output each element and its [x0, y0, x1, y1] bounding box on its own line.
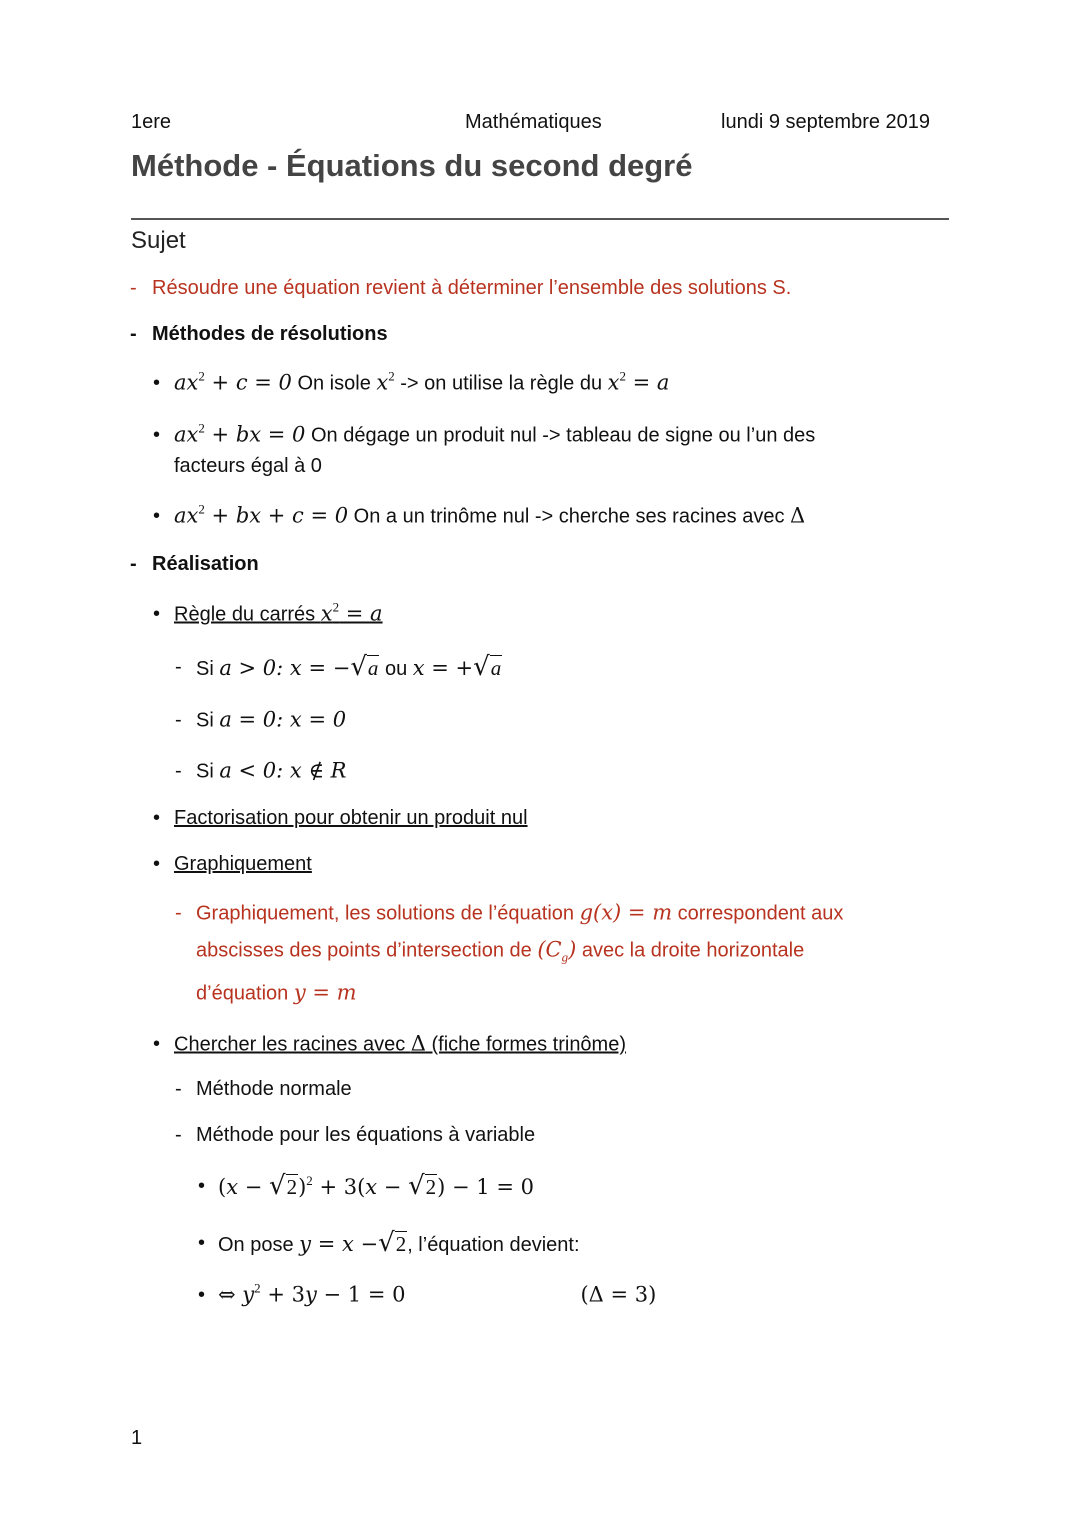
sqrt-icon: √: [378, 1228, 395, 1258]
text-segment: facteurs égal à 0: [174, 455, 322, 477]
math-segment: −: [238, 1175, 269, 1199]
text-segment: (fiche formes trinôme): [425, 1033, 627, 1056]
math-segment: x: [320, 601, 333, 626]
bullet-icon: •: [198, 1175, 206, 1197]
text-line: [152, 278, 791, 298]
text-segment: correspondent aux: [672, 902, 844, 925]
math-subscript: g: [561, 949, 569, 965]
text-line: [196, 758, 347, 783]
text-line: [174, 456, 322, 476]
radicand: a: [490, 656, 502, 680]
math-segment: a = 0: x = 0: [219, 707, 347, 732]
math-segment: ): [568, 937, 577, 962]
dash-icon: -: [175, 709, 182, 731]
text-segment: Factorisation pour obtenir un produit nul: [174, 807, 528, 829]
text-line: [196, 980, 357, 1005]
math-segment: a > 0: x = −: [219, 656, 351, 680]
math-segment: + bx = 0: [204, 422, 306, 447]
text-segment: avec la droite horizontale: [576, 939, 805, 962]
bullet-icon: •: [153, 853, 161, 875]
sqrt-icon: √: [408, 1171, 425, 1201]
math-segment: (Δ = 3): [580, 1282, 657, 1307]
radicand: 2: [395, 1232, 407, 1256]
text-segment: d’équation: [196, 982, 294, 1005]
bullet-icon: •: [153, 807, 161, 829]
math-segment: x: [376, 370, 389, 395]
math-segment: Δ: [410, 1031, 426, 1056]
math-segment: y: [242, 1282, 255, 1307]
text-line: [196, 654, 502, 680]
math-segment: g(x) = m: [579, 900, 673, 925]
text-line: [196, 1125, 535, 1145]
text-segment: abscisses des points d’intersection de: [196, 939, 538, 962]
math-segment: ax: [174, 370, 199, 395]
dash-icon: -: [175, 902, 182, 924]
header-date: lundi 9 septembre 2019: [721, 111, 931, 133]
bullet-icon: •: [153, 424, 161, 446]
math-segment: (: [218, 1175, 227, 1199]
bullet-icon: •: [153, 372, 161, 394]
bullet-icon: •: [198, 1284, 206, 1306]
text-line: [152, 324, 388, 344]
math-superscript: 2: [332, 599, 340, 615]
math-segment: x: [365, 1175, 378, 1199]
math-segment: + c = 0: [204, 370, 292, 395]
text-segment: Si: [196, 658, 220, 680]
math-segment: x: [607, 370, 620, 395]
math-superscript: 2: [388, 368, 395, 384]
page-title: Méthode - Équations du second degré: [131, 148, 693, 183]
text-segment: On isole: [291, 372, 377, 395]
math-segment: Δ: [790, 503, 806, 528]
text-line: [196, 707, 347, 732]
square-root: [269, 1171, 298, 1201]
text-segment: Chercher les racines avec: [174, 1033, 411, 1056]
math-segment: ax: [174, 422, 199, 447]
text-line: [218, 1280, 657, 1307]
bullet-icon: •: [153, 603, 161, 625]
radicand: 2: [425, 1175, 437, 1199]
text-segment: Méthodes de résolutions: [152, 323, 388, 345]
math-segment: y: [304, 1282, 317, 1307]
text-segment: On pose: [218, 1234, 300, 1256]
text-line: [196, 937, 805, 965]
dash-icon: -: [130, 323, 137, 345]
bullet-icon: •: [153, 505, 161, 527]
page-number: 1: [131, 1427, 143, 1449]
sqrt-icon: √: [350, 652, 367, 682]
square-root: [350, 652, 379, 682]
text-segment: Résoudre une équation revient à déterminer l’ensemble des solutions S.: [152, 277, 792, 299]
text-segment: On dégage un produit nul -> tableau de signe ou l’un des: [305, 424, 816, 447]
text-line: [174, 501, 806, 528]
header-class: 1ere: [131, 111, 172, 133]
math-superscript: 2: [198, 368, 205, 384]
dash-icon: -: [175, 1124, 182, 1146]
text-line: [174, 599, 383, 626]
text-segment: Méthode normale: [196, 1078, 352, 1100]
text-segment: Méthode pour les équations à variable: [196, 1124, 536, 1146]
text-line: [174, 420, 816, 447]
section-heading: Sujet: [131, 227, 186, 254]
math-segment: x: [226, 1175, 239, 1199]
sqrt-icon: √: [269, 1171, 286, 1201]
math-segment: + 3(: [312, 1175, 366, 1199]
math-segment: − 1 = 0: [316, 1282, 406, 1307]
text-line: [152, 554, 259, 574]
math-segment: −: [377, 1175, 409, 1199]
bullet-icon: •: [153, 1033, 161, 1055]
radicand: 2: [286, 1175, 298, 1199]
square-root: [408, 1171, 437, 1201]
text-segment: -> on utilise la règle du: [394, 372, 608, 395]
text-segment: On a un trinôme nul -> cherche ses racines avec: [348, 505, 791, 528]
text-segment: , l’équation devient:: [407, 1234, 580, 1256]
square-root: [378, 1228, 407, 1258]
text-segment: Règle du carrés: [174, 603, 321, 626]
radicand: a: [367, 656, 379, 680]
math-segment: ax: [174, 503, 199, 528]
bullet-icon: •: [198, 1232, 206, 1254]
math-segment: + 3: [260, 1282, 305, 1307]
math-segment: a < 0: x ∉ R: [219, 758, 347, 783]
math-segment: y = x −: [299, 1232, 379, 1256]
math-superscript: 2: [619, 368, 626, 384]
math-segment: ) − 1 = 0: [437, 1175, 534, 1199]
dash-icon: -: [130, 277, 137, 299]
sqrt-icon: √: [473, 652, 490, 682]
math-segment: (C: [537, 937, 562, 962]
dash-icon: -: [130, 553, 137, 575]
text-line: [196, 1079, 352, 1099]
text-line: [174, 1031, 627, 1056]
math-superscript: 2: [306, 1173, 313, 1188]
dash-icon: -: [175, 760, 182, 782]
text-segment: Réalisation: [152, 553, 259, 575]
dash-icon: -: [175, 656, 182, 678]
math-superscript: 2: [198, 501, 205, 517]
math-segment: x = +: [412, 656, 474, 680]
text-segment: Si: [196, 709, 220, 732]
math-segment: + bx + c = 0: [204, 503, 349, 528]
dash-icon: -: [175, 1078, 182, 1100]
text-segment: ou: [379, 658, 413, 680]
text-segment: Si: [196, 760, 220, 783]
square-root: [473, 652, 502, 682]
math-segment: = a: [625, 370, 670, 395]
header-subject: Mathématiques: [465, 111, 602, 133]
text-line: [196, 900, 844, 925]
math-segment: = a: [339, 601, 383, 626]
math-superscript: 2: [254, 1280, 261, 1296]
math-segment: ): [298, 1175, 307, 1199]
text-line: [174, 808, 528, 828]
math-segment: y = m: [293, 980, 357, 1005]
title-divider: [131, 218, 949, 220]
text-line: [174, 854, 312, 874]
text-line: [218, 1173, 534, 1199]
math-superscript: 2: [198, 420, 205, 436]
text-line: [218, 1230, 580, 1256]
text-line: [174, 368, 670, 395]
text-segment: Graphiquement: [174, 853, 312, 875]
math-segment: ⇔: [218, 1282, 243, 1307]
text-segment: Graphiquement, les solutions de l’équation: [196, 902, 580, 925]
